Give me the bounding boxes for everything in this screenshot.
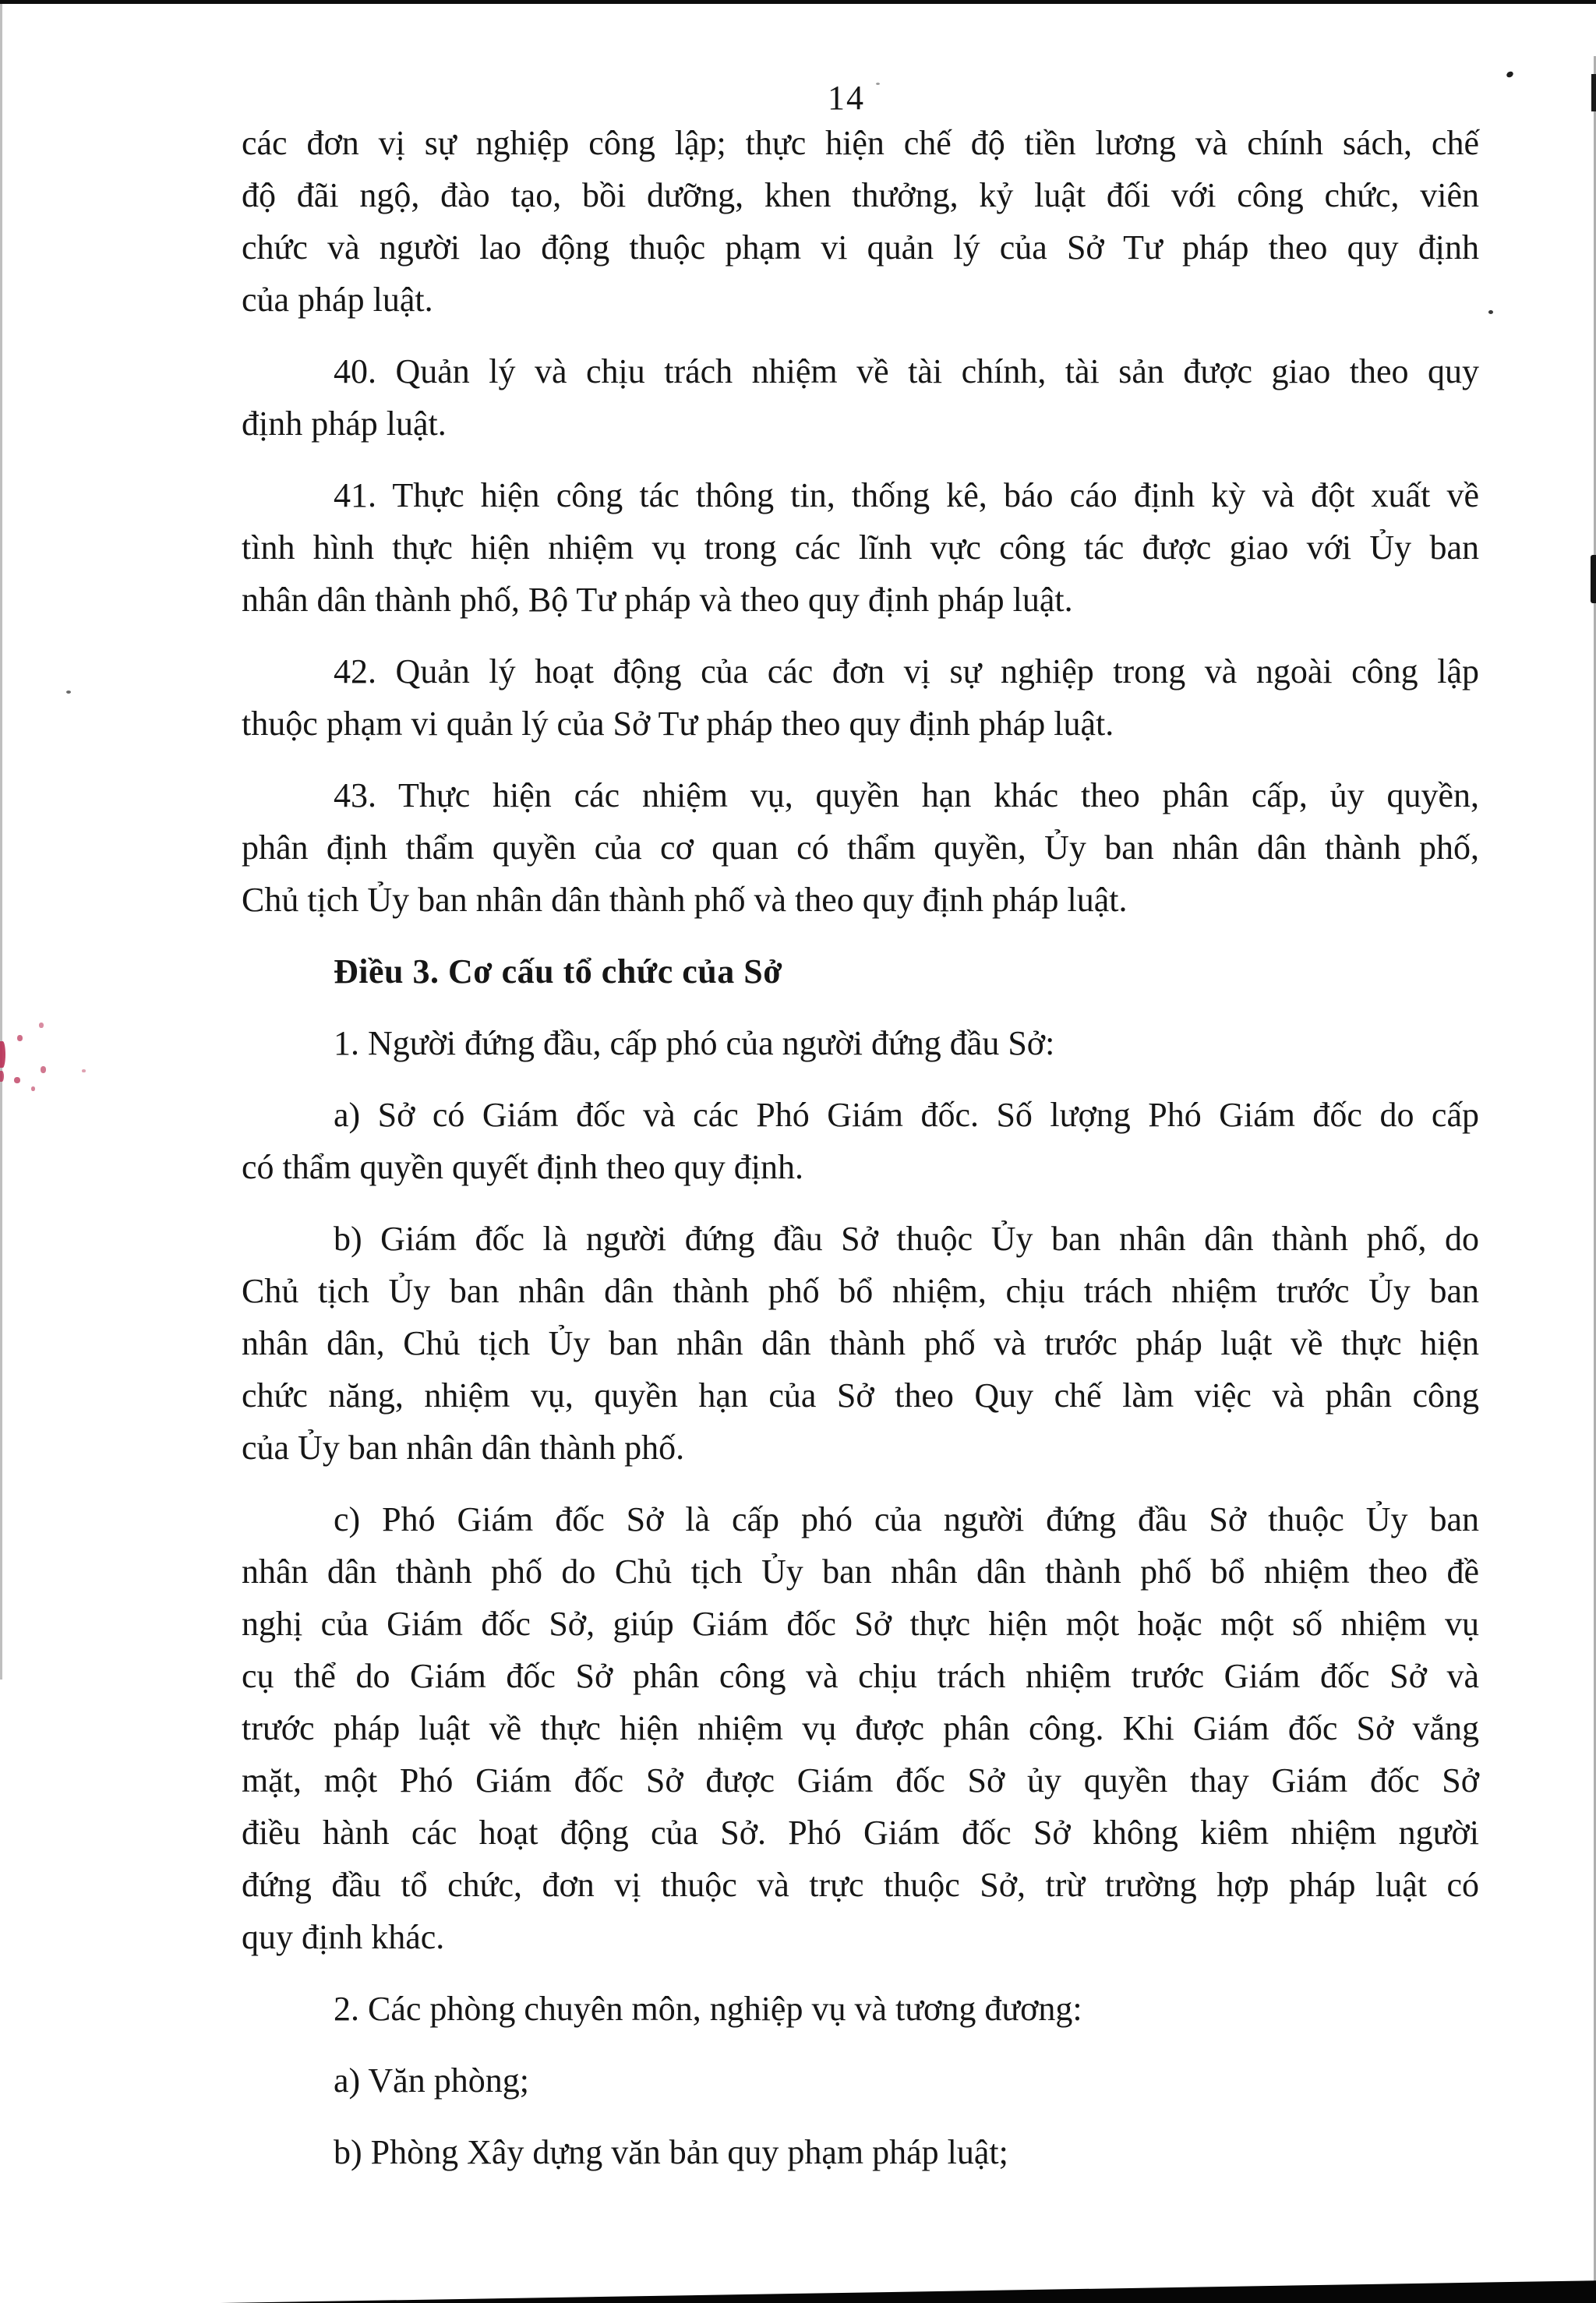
text-line: Chủ tịch Ủy ban nhân dân thành phố bổ nhiệm, chịu trách nhiệm trước Ủy ban — [242, 1272, 1479, 1310]
para-item-1a — [242, 1089, 1479, 1193]
text-body — [242, 117, 1479, 2198]
para-item-1c — [242, 1493, 1479, 1963]
text-line: Chủ tịch Ủy ban nhân dân thành phố và theo quy định pháp luật. — [242, 881, 1128, 919]
text-line: thuộc phạm vi quản lý của Sở Tư pháp theo quy định pháp luật. — [242, 705, 1114, 743]
text-line: Điều 3. Cơ cấu tổ chức của Sở — [334, 952, 783, 991]
text-line: b) Giám đốc là người đứng đầu Sở thuộc Ủy ban nhân dân thành phố, do — [334, 1220, 1479, 1258]
red-ink-speck — [0, 1071, 4, 1082]
para-continuation — [242, 117, 1479, 326]
para-item-41 — [242, 469, 1479, 626]
text-line: tình hình thực hiện nhiệm vụ trong các lĩnh vực công tác được giao với Ủy ban — [242, 528, 1479, 567]
text-line: của pháp luật. — [242, 281, 433, 319]
scan-edge-right-blob — [1591, 74, 1596, 111]
text-line: phân định thẩm quyền của cơ quan có thẩm quyền, Ủy ban nhân dân thành phố, — [242, 828, 1479, 867]
text-line: đứng đầu tổ chức, đơn vị thuộc và trực thuộc Sở, trừ trường hợp pháp luật có — [242, 1866, 1479, 1904]
text-line: cụ thể do Giám đốc Sở phân công và chịu trách nhiệm trước Giám đốc Sở và — [242, 1657, 1479, 1695]
text-line: a) Văn phòng; — [334, 2061, 529, 2100]
red-ink-speck — [41, 1066, 46, 1073]
red-ink-speck — [31, 1086, 35, 1091]
text-line: chức và người lao động thuộc phạm vi quản lý của Sở Tư pháp theo quy định — [242, 228, 1479, 267]
para-item-40 — [242, 345, 1479, 450]
text-line: 2. Các phòng chuyên môn, nghiệp vụ và tương đương: — [334, 1990, 1082, 2028]
red-ink-speck — [39, 1023, 44, 1028]
para-item-1b — [242, 1213, 1479, 1474]
text-line: quy định khác. — [242, 1918, 445, 1956]
text-line: nhân dân, Chủ tịch Ủy ban nhân dân thành phố và trước pháp luật về thực hiện — [242, 1324, 1479, 1362]
text-line: nhân dân thành phố do Chủ tịch Ủy ban nhân dân thành phố bổ nhiệm theo đề — [242, 1552, 1479, 1591]
text-line: 1. Người đứng đầu, cấp phó của người đứng đầu Sở: — [334, 1024, 1055, 1062]
text-line: 42. Quản lý hoạt động của các đơn vị sự nghiệp trong và ngoài công lập — [334, 652, 1479, 691]
text-line: có thẩm quyền quyết định theo quy định. — [242, 1148, 803, 1186]
para-item-2b — [242, 2126, 1479, 2178]
para-item-2a — [242, 2054, 1479, 2107]
text-line: nghị của Giám đốc Sở, giúp Giám đốc Sở thực hiện một hoặc một số nhiệm vụ — [242, 1605, 1479, 1643]
scan-edge-bottom — [0, 2272, 1596, 2303]
page-number: 14 — [828, 79, 865, 117]
text-line: chức năng, nhiệm vụ, quyền hạn của Sở theo Quy chế làm việc và phân công — [242, 1376, 1479, 1415]
scan-edge-top — [0, 0, 1596, 4]
para-item-42 — [242, 645, 1479, 750]
heading-dieu-3 — [242, 945, 1479, 998]
text-line: trước pháp luật về thực hiện nhiệm vụ được phân công. Khi Giám đốc Sở vắng — [242, 1709, 1479, 1747]
dust-speck — [1506, 70, 1514, 79]
text-line: nhân dân thành phố, Bộ Tư pháp và theo quy định pháp luật. — [242, 581, 1073, 619]
text-line: 43. Thực hiện các nhiệm vụ, quyền hạn khác theo phân cấp, ủy quyền, — [334, 776, 1479, 814]
scan-edge-left — [0, 4, 2, 1680]
para-item-1 — [242, 1017, 1479, 1069]
para-item-2 — [242, 1983, 1479, 2035]
red-ink-speck — [0, 1041, 5, 1068]
text-line: a) Sở có Giám đốc và các Phó Giám đốc. Số lượng Phó Giám đốc do cấp — [334, 1096, 1479, 1134]
text-line: 40. Quản lý và chịu trách nhiệm về tài chính, tài sản được giao theo quy — [334, 352, 1479, 390]
text-line: b) Phòng Xây dựng văn bản quy phạm pháp luật; — [334, 2133, 1008, 2171]
text-line: định pháp luật. — [242, 404, 447, 443]
scan-edge-right-blob — [1591, 555, 1596, 603]
text-line: các đơn vị sự nghiệp công lập; thực hiện chế độ tiền lương và chính sách, chế — [242, 124, 1479, 162]
red-ink-speck — [14, 1077, 20, 1083]
text-line: 41. Thực hiện công tác thông tin, thống kê, báo cáo định kỳ và đột xuất về — [334, 476, 1479, 514]
dust-speck — [66, 691, 71, 694]
text-line: mặt, một Phó Giám đốc Sở được Giám đốc Sở ủy quyền thay Giám đốc Sở — [242, 1761, 1479, 1800]
text-line: c) Phó Giám đốc Sở là cấp phó của người đứng đầu Sở thuộc Ủy ban — [334, 1500, 1479, 1538]
red-ink-speck — [82, 1069, 86, 1072]
text-line: điều hành các hoạt động của Sở. Phó Giám đốc Sở không kiêm nhiệm người — [242, 1814, 1479, 1852]
text-line: độ đãi ngộ, đào tạo, bồi dưỡng, khen thưởng, kỷ luật đối với công chức, viên — [242, 176, 1479, 214]
text-line: của Ủy ban nhân dân thành phố. — [242, 1429, 685, 1467]
dust-speck — [1488, 310, 1493, 314]
para-item-43 — [242, 769, 1479, 926]
red-ink-speck — [17, 1035, 23, 1041]
